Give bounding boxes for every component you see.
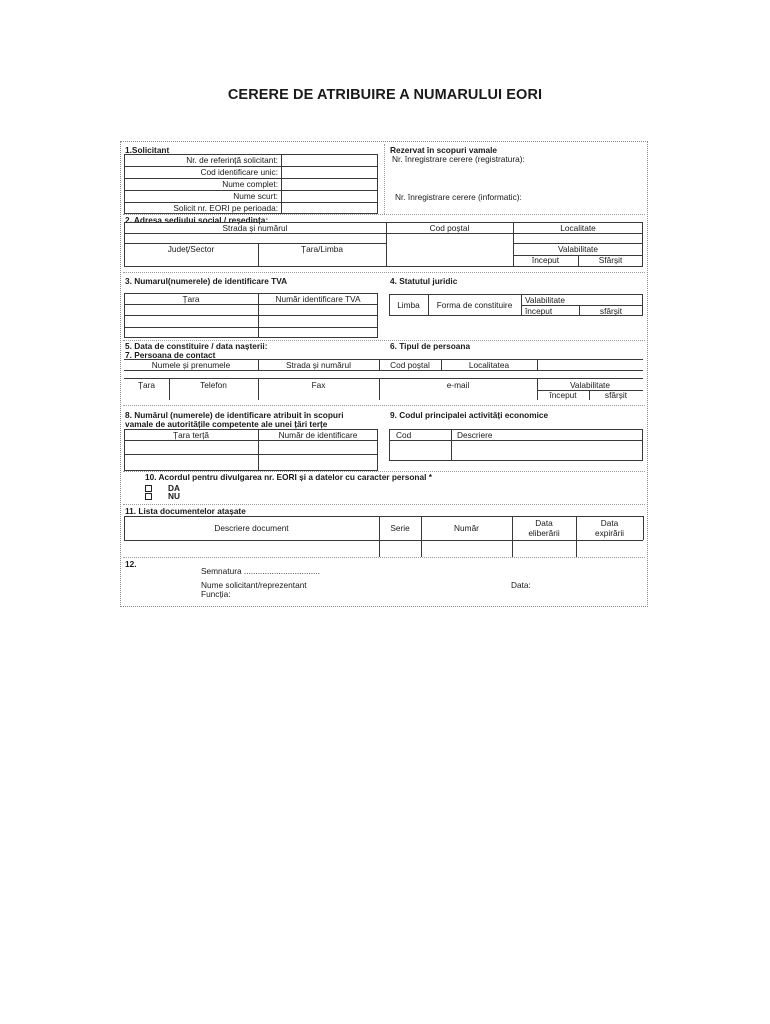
field-label-full-name: Nume complet: [222,179,278,189]
page-title: CERERE DE ATRIBUIRE A NUMARULUI EORI [227,87,543,103]
field-label-short-name: Nume scurt: [233,191,278,201]
consent-no-label: NU [168,491,180,501]
address-locality-label: Localitate [560,223,596,233]
activity-description-label: Descriere [457,430,493,440]
doc-description-label: Descriere document [214,523,289,533]
third-country-label: Țara terță [173,430,209,440]
applicant-name-label: Nume solicitant/reprezentant [201,580,307,590]
consent-yes-label: DA [168,483,180,493]
address-postal-label: Cod poștal [429,223,470,233]
activity-code-label: Cod [396,430,412,440]
legal-start-label: început [525,306,553,316]
reserved-reg-label: Nr. înregistrare cerere (registratura): [392,154,525,164]
doc-issue-label-line2: eliberării [528,528,560,538]
section-11-heading: 11. Lista documentelor atașate [125,506,246,516]
section-5-heading: 5. Data de constituire / data nașterii: [125,341,268,351]
contact-locality-label: Localitatea [468,360,510,370]
field-label-reference: Nr. de referință solicitant: [186,155,278,165]
legal-validity-label: Valabilitate [525,295,565,305]
doc-expiry-label-line1: Data [600,518,619,528]
contact-country-label: Țara [137,380,156,390]
doc-series-label: Serie [390,523,410,533]
contact-end-label: sfârșit [604,390,628,400]
doc-expiry-label-line2: expirării [594,528,625,538]
contact-validity-label: Valabilitate [570,380,610,390]
date-label: Data: [511,580,531,590]
legal-form-label: Forma de constituire [436,300,513,310]
section-8-heading-line2: vamale de autoritățile competente ale unei țări terțe [125,419,328,429]
address-end-label: Sfârșit [598,255,623,265]
reserved-info-label: Nr. înregistrare cerere (informatic): [395,192,522,202]
contact-phone-label: Telefon [200,380,227,390]
address-country-label: Țara/Limba [301,244,343,254]
consent-yes-checkbox[interactable] [145,485,152,492]
section-12-heading: 12. [125,559,137,569]
signature-label: Semnatura ................................. [201,566,320,576]
section-6-heading: 6. Tipul de persoana [390,341,471,351]
field-label-eori-period: Solicit nr. EORI pe perioada: [173,203,278,213]
doc-issue-label-line1: Data [535,518,553,528]
activity-table [389,429,643,461]
contact-street-label: Strada și numărul [285,360,352,370]
address-start-label: început [531,255,560,265]
section-2-heading: 2. Adresa sediului social / reședința: [125,215,269,225]
section-4-heading: 4. Statutul juridic [390,276,458,286]
third-country-number-label: Număr de identificare [278,430,358,440]
legal-language-label: Limba [397,300,420,310]
vat-country-label: Țara [182,294,200,304]
section-7-heading: 7. Persoana de contact [125,350,216,360]
consent-no-checkbox[interactable] [145,493,152,500]
section-8-heading-line1: 8. Numărul (numerele) de identificare atribuit în scopuri [125,410,344,420]
function-label: Funcția: [201,589,231,599]
section-1-heading: 1.Solicitant [125,145,170,155]
contact-postal-label: Cod poștal [390,360,430,370]
address-street-label: Strada și numărul [222,223,288,233]
legal-end-label: sfârșit [599,306,623,316]
eori-form [120,141,648,607]
address-county-label: Județ/Sector [167,244,215,254]
contact-fax-label: Fax [311,380,326,390]
reserved-heading: Rezervat în scopuri vamale [390,145,497,155]
contact-start-label: început [549,390,577,400]
section-3-heading: 3. Numarul(numerele) de identificare TVA [125,276,288,286]
contact-email-label: e-mail [446,380,470,390]
field-label-unique-id: Cod identificare unic: [200,167,278,177]
vat-number-label: Număr identificare TVA [275,294,361,304]
address-validity-label: Valabilitate [558,244,598,254]
doc-number-label: Număr [454,523,479,533]
contact-name-label: Numele și prenumele [151,360,231,370]
section-9-heading: 9. Codul principalei activități economice [390,410,549,420]
section-10-heading: 10. Acordul pentru divulgarea nr. EORI și a datelor cu caracter personal * [145,472,432,482]
